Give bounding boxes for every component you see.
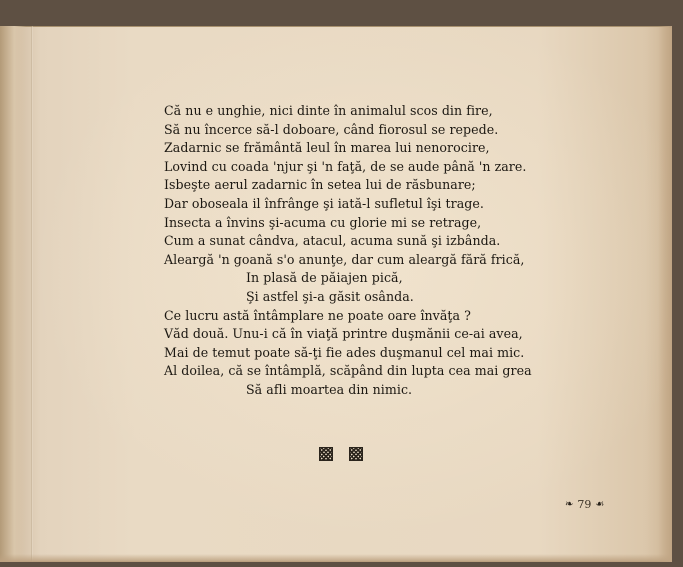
fleuron-left-icon: ❧	[565, 499, 574, 510]
fleuron-right-icon: ☙	[595, 499, 605, 510]
page-number: 79	[577, 498, 592, 511]
poem-line-indented: Să afli moartea din nimic.	[246, 381, 413, 397]
section-ornament	[319, 447, 363, 463]
ornament-square-icon	[349, 447, 363, 461]
poem-line: Aleargă 'n goană s'o anunţe, dar cum aleargă fără frică,	[164, 251, 525, 267]
poem-line: Mai de temut poate să-ţi fie ades duşmanul cel mai mic.	[164, 344, 525, 360]
poem-line: Insecta a învins şi-acuma cu glorie mi se retrage,	[164, 214, 482, 230]
poem-line-indented: In plasă de păiajen pică,	[246, 270, 403, 286]
poem-line: Lovind cu coada 'njur şi 'n faţă, de se aude până 'n zare.	[164, 158, 527, 174]
poem-line: Isbeşte aerul zadarnic în setea lui de răsbunare;	[164, 177, 476, 193]
book-page	[0, 26, 672, 562]
page-bottom-edge	[0, 554, 672, 562]
poem-line-indented: Şi astfel şi-a găsit osânda.	[246, 288, 414, 304]
poem-line: Dar oboseala il înfrânge şi iată-l sufletul îşi trage.	[164, 195, 484, 211]
page-gutter-crease	[31, 26, 33, 562]
poem-text	[164, 102, 544, 400]
poem-line: Cum a sunat cândva, atacul, acuma sună şi izbânda.	[164, 233, 501, 249]
ornament-square-icon	[319, 447, 333, 461]
poem-line: Să nu încerce să-l doboare, când fiorosul se repede.	[164, 121, 499, 137]
poem-line: Văd două. Unu-i că în viaţă printre duşmănii ce-ai avea,	[164, 326, 523, 342]
poem-line: Zadarnic se frământă leul în marea lui nenorocire,	[164, 140, 490, 156]
page-number-footer	[565, 498, 604, 511]
poem-line: Că nu e unghie, nici dinte în animalul scos din fire,	[164, 103, 493, 118]
poem-line: Ce lucru astă întâmplare ne poate oare învăţa ?	[164, 307, 471, 323]
poem-line: Al doilea, că se întâmplă, scăpând din lupta cea mai grea	[164, 363, 532, 379]
